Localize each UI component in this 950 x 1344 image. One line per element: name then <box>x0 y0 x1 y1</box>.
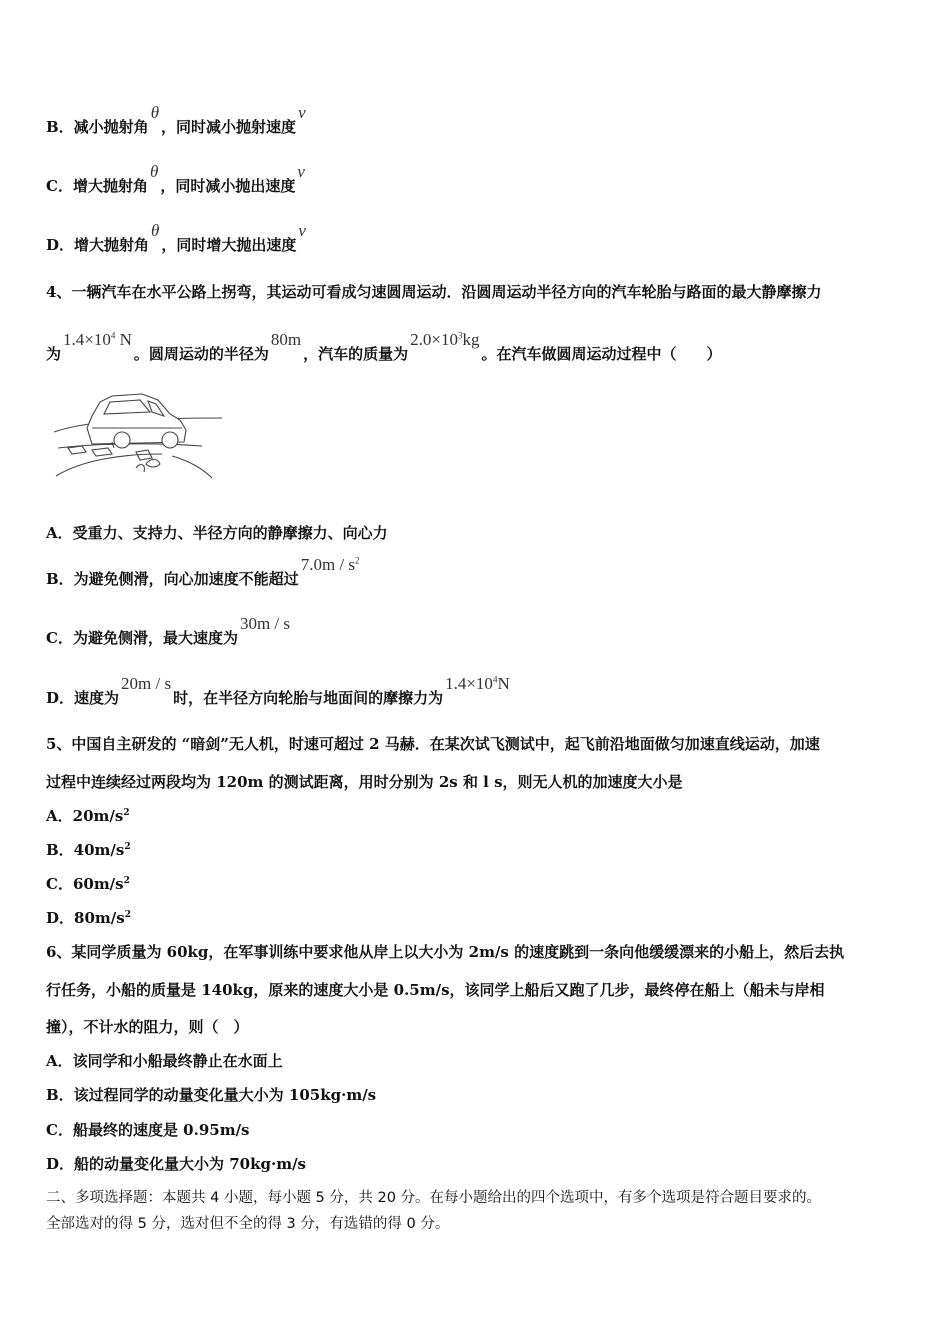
theta-symbol: θ <box>151 221 160 240</box>
q6-option-a[interactable]: A．该同学和小船最终静止在水面上 <box>46 1052 283 1070</box>
max-friction-value: $1.4\times 10^4$ N <box>63 330 132 349</box>
max-acceleration-value: $7.0m / s^2$ <box>300 555 360 574</box>
q5-option-c[interactable]: C．$60m/s^2$ <box>46 875 130 893</box>
section-2-heading: 二、多项选择题：本题共 4 小题，每小题 5 分，共 20 分。在每小题给出的四个选项中，有多个选项是符合题目要求的。 <box>46 1190 822 1206</box>
theta-symbol: θ <box>150 103 160 122</box>
q4-option-a[interactable]: A．受重力、支持力、半径方向的静摩擦力、向心力 <box>46 524 388 542</box>
friction-value: $1.4\times 10^4N$ <box>445 674 510 693</box>
mass-value: $2.0\times 10^3kg$ <box>410 330 480 349</box>
q4-option-d[interactable]: D．速度为20m / s时，在半径方向轮胎与地面间的摩擦力为$1.4\times 10^4N$ <box>46 674 510 707</box>
q6-stem-line-1: 6、某同学质量为 60kg，在军事训练中要求他从岸上以大小为 2m/s 的速度跳到一条向他缓缓漂来的小船上，然后去执 <box>46 943 845 961</box>
speed-value: 20m / s <box>121 674 172 693</box>
section-2-scoring: 全部选对的得 5 分，选对但不全的得 3 分，有选错的得 0 分。 <box>46 1216 450 1232</box>
q5-stem-line-1: 5、中国自主研发的 “暗剑”无人机，时速可超过 2 马赫．在某次试飞测试中，起飞前沿地面做匀加速直线运动，加速 <box>46 735 820 753</box>
q6-option-d[interactable]: D．船的动量变化量大小为 70kg·m/s <box>46 1155 307 1173</box>
q6-option-c[interactable]: C．船最终的速度是 0.95m/s <box>46 1121 250 1139</box>
v-symbol: v <box>297 162 305 181</box>
q5-option-b[interactable]: B．$40m/s^2$ <box>46 841 131 859</box>
q5-option-a[interactable]: A．$20m/s^2$ <box>46 807 130 825</box>
q3-option-d[interactable]: D．增大抛射角θ，同时增大抛出速度v <box>46 221 306 254</box>
q4-option-b[interactable]: B．为避免侧滑，向心加速度不能超过$7.0m / s^2$ <box>46 555 360 588</box>
q6-stem-line-2: 行任务，小船的质量是 140kg，原来的速度大小是 0.5m/s，该同学上船后又跑了几步，最终停在船上（船未与岸相 <box>46 981 825 999</box>
v-symbol: v <box>298 221 306 240</box>
q5-stem-line-2: 过程中连续经过两段均为 120m 的测试距离，用时分别为 2s 和 l s，则无人机的加速度大小是 <box>46 773 683 791</box>
car-turning-illustration <box>52 388 224 480</box>
max-speed-value: 30m / s <box>239 614 291 633</box>
q5-option-d[interactable]: D．$80m/s^2$ <box>46 909 131 927</box>
theta-symbol: θ <box>149 162 159 181</box>
q4-stem-line-2: 为$1.4\times 10^4$ N。圆周运动的半径为80m，汽车的质量为$2.0\times 10^3kg$。在汽车做圆周运动过程中（ ） <box>46 330 722 363</box>
q4-stem-line-1: 4、一辆汽车在水平公路上拐弯，其运动可看成匀速圆周运动．沿圆周运动半径方向的汽车轮胎与路面的最大静摩擦力 <box>46 283 822 301</box>
radius-value: 80m <box>270 330 302 349</box>
q6-stem-line-3: 撞），不计水的阻力，则（ ） <box>46 1018 249 1036</box>
q4-option-c[interactable]: C．为避免侧滑，最大速度为30m / s <box>46 614 291 647</box>
q6-option-b[interactable]: B．该过程同学的动量变化量大小为 105kg·m/s <box>46 1086 377 1104</box>
q3-option-b[interactable]: B．减小抛射角θ，同时减小抛射速度v <box>46 103 306 136</box>
v-symbol: v <box>298 103 306 122</box>
q3-option-c[interactable]: C．增大抛射角θ，同时减小抛出速度v <box>46 162 305 195</box>
